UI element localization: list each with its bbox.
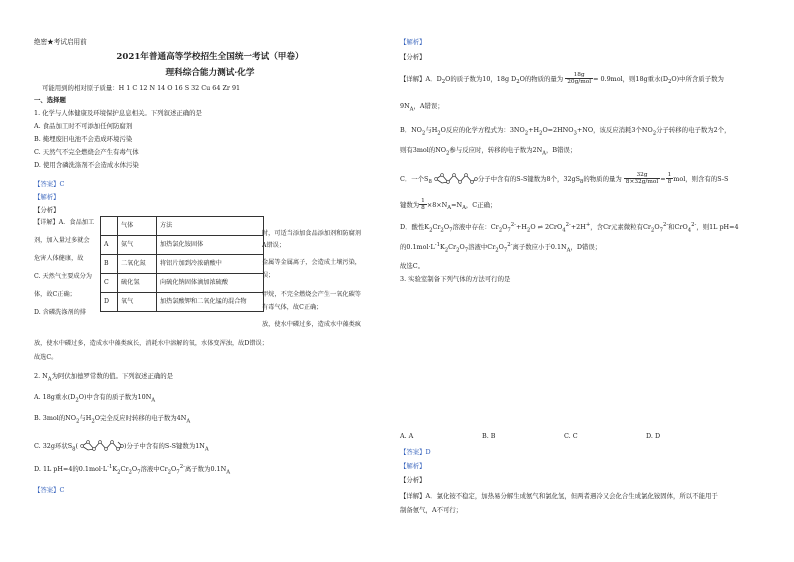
q1-right-line-2: A错误； xyxy=(262,242,286,249)
gas-method-table xyxy=(100,216,264,312)
exam-subtitle: 理科综合能力测试·化学 xyxy=(165,68,255,78)
detail-c-line-2: 键数为 $\frac{1}{8}$ $\times 8\times N_A=N_A$，C正确； xyxy=(400,198,497,212)
q1-conclusion: 故选C。 xyxy=(34,354,58,361)
q1-option-d: D. 使用含磷洗涤剂不会造成水体污染 xyxy=(34,161,139,169)
table-header-cell: 方法 xyxy=(157,217,264,236)
q1-option-a: A. 食品加工时不可添加任何防腐剂 xyxy=(34,122,133,130)
table-cell: A xyxy=(101,236,118,255)
fraction: $\frac{18g}{\text{20g/mol}}$ xyxy=(567,72,592,86)
q2-option-a: A. 18g重水$(D_2O)$中含有的质子数为$10N_A$ xyxy=(34,393,156,404)
q3-detail-line-1: 【详解】A．氯化铵不稳定，加热易分解生成氨气和氯化氢，但两者遇冷又会化合生成氯化铵固体，所以不能用于 xyxy=(400,492,718,500)
q1-right-line-6: 有毒气体，故C正确； xyxy=(262,304,323,311)
table-header-cell xyxy=(101,217,118,236)
q1-right-line-1: 时，可适当添加食品添加剂和防腐剂 xyxy=(262,230,361,237)
detail-d-line-1: D．酸性$K_2Cr_2O_7$溶液中存在：$Cr_2O_7^{2-}+H_2O$ ⇌ 2CrO$_4^{2-}$+2H+，含Cr元素微粒有$Cr_2O_7^{2-}$和CrO$_4^{2-}$，则1L pH=4 xyxy=(400,222,739,234)
q1-left-line-3: 危害人体健康，故 xyxy=(34,255,84,262)
q1-right-line-3: 金属等金属离子，会造成土壤污染， xyxy=(262,259,361,266)
detail-d-line-2: 的$0.1mol\cdot L^{-1}K_2Cr_2O_7$溶液中$Cr_2O_7^{2-}$离子数应小于$0.1N_A$，D错误； xyxy=(400,242,602,254)
q3-option-d: D. D xyxy=(646,432,661,440)
q1-analysis-tag: 【解析】 xyxy=(34,193,60,201)
q1-fenxi-tag: 【分析】 xyxy=(34,206,60,214)
table-row xyxy=(101,236,264,255)
detail-a-line-2: $9N_A$，A错误； xyxy=(400,102,444,113)
table-cell: 加热氯酸钾和二氧化锰的混合物 xyxy=(157,293,264,312)
q2-option-d: D. 1L pH=4的$0.1mol\cdot L^{-1}K_2Cr_2O_7$溶液中$Cr_2O_7^{2-}$离子数为$0.1N_A$ xyxy=(34,464,231,476)
q3-answer: 【答案】D xyxy=(400,448,431,456)
detail-c-line-1: C．一个$S_8$ 分子中含有的S-S键数为8个，$32gS_8$的物质的量为 $\frac{32g}{\text{8×32g/mol}}$ = $\frac{1}{8}$ mol，则含有的S-S xyxy=(400,172,729,186)
q1-left-line-5: 体，故C正确； xyxy=(34,291,76,298)
s8-ring-icon xyxy=(434,173,478,185)
s8-ring-icon xyxy=(80,440,124,452)
table-cell: 将铝片加到冷浓硝酸中 xyxy=(157,255,264,274)
table-row xyxy=(101,217,264,236)
q1-left-line-6: D. 含磷洗涤剂的排 xyxy=(34,309,86,316)
q2-stem: 2. $N_A$为阿伏加德罗常数的值。下列叙述正确的是 xyxy=(34,372,174,383)
right-conclusion: 故选C。 xyxy=(400,262,425,270)
table-header-cell: 气体 xyxy=(118,217,157,236)
q1-stem: 1. 化学与人体健康及环境保护息息相关。下列叙述正确的是 xyxy=(34,109,202,117)
detail-a-line-1: 【详解】A．$D_2O$的质子数为10，18g $D_2O$的物质的量为 $\frac{18g}{\text{20g/mol}}$ = 0.9mol，则18g重水$(D_2O)$中所含质子数为 xyxy=(400,72,724,86)
table-cell: 氧气 xyxy=(118,293,157,312)
detail-b-line-1: B．$NO_2$与$H_2O$反应的化学方程式为：$3NO_2+H_2O=2HNO_3+NO$，该反应消耗3个$NO_2$分子转移的电子数为2个， xyxy=(400,126,731,137)
q1-left-line-7: 放，使水中磷过多，造成水中藻类疯长，消耗水中溶解的氧，水体变浑浊，故D错误； xyxy=(34,340,268,347)
fraction: $\frac{32g}{\text{8×32g/mol}}$ xyxy=(625,172,659,186)
right-analysis-tag: 【解析】 xyxy=(400,38,426,46)
q1-answer: 【答案】C xyxy=(34,180,65,188)
fraction: $\frac{1}{8}$ xyxy=(667,172,672,186)
q3-analysis-tag: 【解析】 xyxy=(400,462,426,470)
table-cell: 向硫化钠固体滴加浓硫酸 xyxy=(157,274,264,293)
table-row xyxy=(101,274,264,293)
q3-stem: 3. 实验室制备下列气体的方法可行的是 xyxy=(400,275,511,283)
table-cell: 硫化氢 xyxy=(118,274,157,293)
right-fenxi-tag: 【分析】 xyxy=(400,53,426,61)
table-cell: C xyxy=(101,274,118,293)
q1-right-line-4: 误； xyxy=(262,272,275,279)
q1-left-line-2: 剂，加入量过多就会 xyxy=(34,237,90,244)
table-row xyxy=(101,255,264,274)
q3-fenxi-tag: 【分析】 xyxy=(400,476,426,484)
q1-right-line-5: 甲烷，不完全燃烧会产生一氧化碳等 xyxy=(262,291,361,298)
table-cell: 氨气 xyxy=(118,236,157,255)
table-cell: D xyxy=(101,293,118,312)
q1-option-c: C. 天然气不完全燃烧会产生有毒气体 xyxy=(34,148,139,156)
table-cell: B xyxy=(101,255,118,274)
q3-detail-line-2: 制备氨气，A不可行； xyxy=(400,506,463,514)
q2-answer: 【答案】C xyxy=(34,486,65,494)
q2-option-c: C. 32g环状$S_8$( )分子中含有的S-S键数为$1N_A$ xyxy=(34,442,209,453)
fraction: $\frac{1}{8}$ xyxy=(421,198,425,212)
table-cell: 二氧化氮 xyxy=(118,255,157,274)
q3-option-b: B. B xyxy=(482,432,496,440)
q1-right-line-7: 放，使水中磷过多，造成水中藻类疯 xyxy=(262,321,361,328)
section-heading: 一、选择题 xyxy=(34,96,66,104)
table-row xyxy=(101,293,264,312)
exam-title: 2021年普通高等学校招生全国统一考试（甲卷） xyxy=(116,52,304,62)
q1-option-b: B. 掩埋废旧电池不会造成环境污染 xyxy=(34,135,133,143)
q1-left-line-4: C. 天然气主要成分为 xyxy=(34,273,92,280)
q2-option-b: B. 3mol的$NO_2$与$H_2O$完全反应时转移的电子数为$4N_A$ xyxy=(34,414,191,425)
q1-left-line-1: 【详解】A．食品加工 xyxy=(34,219,95,226)
table-cell: 加热氯化铵固体 xyxy=(157,236,264,255)
detail-b-line-2: 则有3mol的$NO_2$参与反应时，转移的电子数为$2N_A$，B错误； xyxy=(400,146,577,157)
q3-option-c: C. C xyxy=(564,432,578,440)
secret-label: 绝密★考试启用前 xyxy=(34,38,87,46)
atomic-masses: 可能用到的相对原子质量：H 1 C 12 N 14 O 16 S 32 Cu 64 Zr 91 xyxy=(42,84,241,92)
q3-option-a: A. A xyxy=(400,432,414,440)
